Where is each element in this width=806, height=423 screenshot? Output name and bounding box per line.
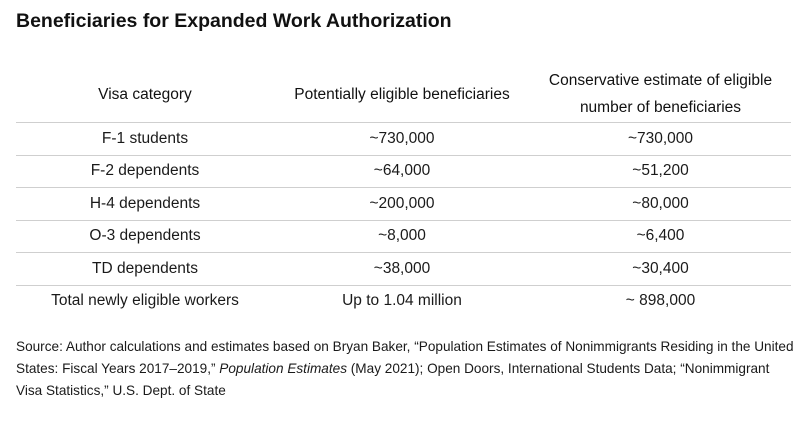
page-title: Beneficiaries for Expanded Work Authorization (16, 10, 452, 32)
potentially-eligible-cell: ~64,000 (274, 155, 530, 188)
visa-category-cell: TD dependents (16, 253, 274, 286)
total-potentially-eligible-cell: Up to 1.04 million (342, 292, 462, 310)
potentially-eligible-cell: ~8,000 (274, 220, 530, 253)
visa-category-cell: H-4 dependents (16, 188, 274, 221)
table-row (16, 220, 791, 253)
source-text-part2: (May 2021); Open Doors, International Students Data; “Nonimmigrant Visa Statistics,” U.S. Dept. of State (16, 361, 770, 398)
potentially-eligible-cell: ~730,000 (274, 123, 530, 156)
potentially-eligible-cell: ~200,000 (274, 188, 530, 221)
beneficiaries-table-container (16, 66, 791, 317)
table-row (16, 253, 791, 286)
table-row (16, 188, 791, 221)
visa-category-cell: F-1 students (16, 123, 274, 156)
total-conservative-estimate-cell: ~ 898,000 (625, 292, 696, 310)
source-text-part1: Source: Author calculations and estimates based on Bryan Baker, “Population Estimates of Nonimmigrants Residing in the United States: Fiscal Years 2017–2019,” (16, 339, 794, 376)
conservative-estimate-cell: ~30,400 (530, 253, 791, 286)
beneficiaries-table (16, 66, 791, 317)
column-header-conservative-estimate: Conservative estimate of eligible number of beneficiaries (530, 66, 791, 123)
conservative-estimate-cell: ~6,400 (530, 220, 791, 253)
table-row (16, 155, 791, 188)
visa-category-cell: O-3 dependents (16, 220, 274, 253)
source-italic-title: Population Estimates (219, 361, 347, 376)
table-header-row (16, 66, 791, 123)
table-total-row (16, 285, 791, 317)
source-note (16, 336, 796, 402)
table-row (16, 123, 791, 156)
column-header-visa-category: Visa category (16, 66, 274, 123)
potentially-eligible-cell: ~38,000 (274, 253, 530, 286)
conservative-estimate-cell: ~51,200 (530, 155, 791, 188)
total-label-cell: Total newly eligible workers (51, 292, 239, 310)
conservative-estimate-cell: ~80,000 (530, 188, 791, 221)
conservative-estimate-cell: ~730,000 (530, 123, 791, 156)
visa-category-cell: F-2 dependents (16, 155, 274, 188)
column-header-potentially-eligible: Potentially eligible beneficiaries (274, 66, 530, 123)
